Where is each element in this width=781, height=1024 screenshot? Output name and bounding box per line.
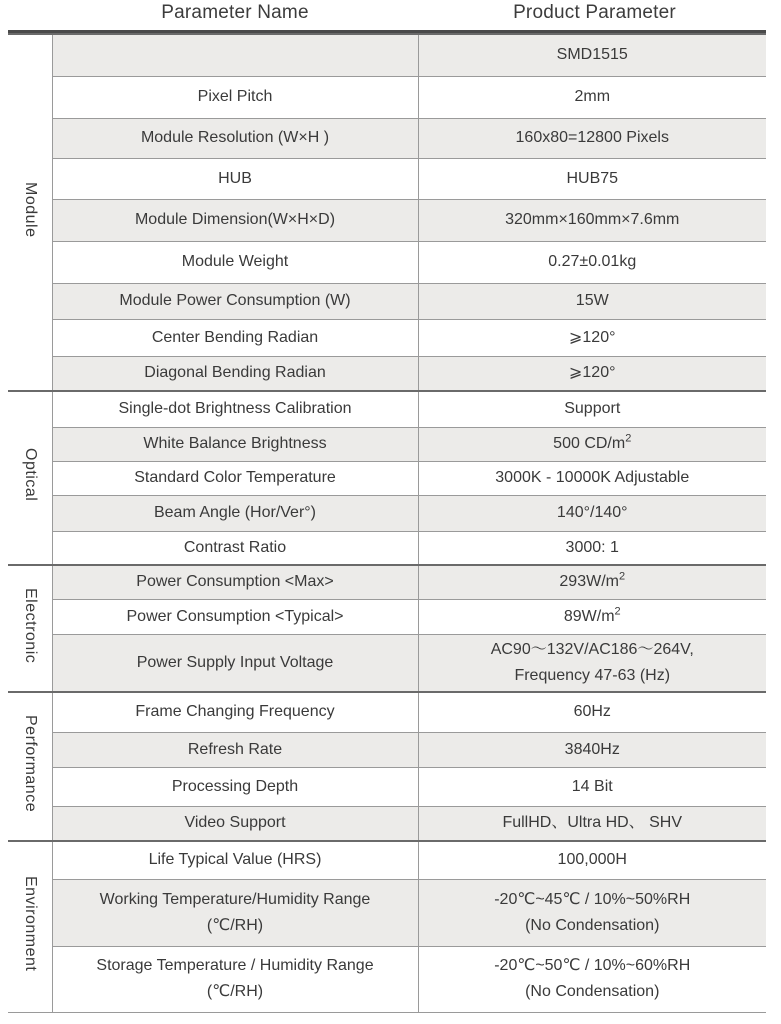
parameter-name-cell — [52, 391, 418, 427]
parameter-name: Standard Color Temperature — [134, 469, 336, 486]
parameter-value — [425, 607, 761, 627]
parameter-value — [425, 572, 761, 592]
parameter-value-cell — [418, 158, 766, 199]
parameter-name-cell — [52, 241, 418, 283]
parameter-value-text: Support — [564, 400, 621, 418]
parameter-name-cell — [52, 634, 418, 692]
parameter-value — [425, 890, 761, 910]
parameter-value-cell — [418, 283, 766, 319]
superscript: 2 — [614, 605, 621, 618]
parameter-value-text: 100,000H — [557, 851, 627, 869]
superscript: 2 — [618, 570, 626, 583]
parameter-value-text: 500 CD/m — [553, 435, 626, 452]
parameter-value-text: 3000K - 10000K Adjustable — [495, 469, 690, 486]
parameter-value-text: 140°/140° — [556, 504, 628, 521]
table-row — [8, 461, 766, 495]
parameter-name: Storage Temperature / Humidity Range — [96, 957, 374, 974]
parameter-value — [425, 813, 761, 833]
parameter-name: Beam Angle (Hor/Ver°) — [153, 504, 317, 521]
parameter-name: Frame Changing Frequency — [135, 703, 335, 721]
parameter-name: Module Resolution (W×H ) — [140, 129, 330, 146]
parameter-value-text: AC90～132V/AC186～264V, — [490, 640, 694, 658]
parameter-name-cell — [52, 199, 418, 241]
parameter-value-text: HUB75 — [566, 169, 619, 187]
parameter-value-cell — [418, 319, 766, 356]
parameter-value-text: SMD1515 — [556, 46, 628, 64]
parameter-value-cell — [418, 118, 766, 158]
parameter-value-text: 3840Hz — [564, 740, 620, 758]
parameter-value-text: 15W — [575, 292, 609, 309]
table-row — [8, 391, 766, 427]
parameter-value-cell — [418, 531, 766, 565]
parameter-name-cell — [52, 841, 418, 879]
group-label: Performance — [21, 714, 39, 813]
parameter-name-cell — [52, 158, 418, 199]
parameter-name: Center Bending Radian — [151, 328, 319, 346]
parameter-name: Module Dimension(W×H×D) — [134, 211, 336, 228]
parameter-name-cell — [52, 732, 418, 767]
table-row — [8, 565, 766, 599]
parameter-value-cell — [418, 946, 766, 1012]
table-row — [8, 879, 766, 946]
parameter-value-cell — [418, 879, 766, 946]
table-row — [8, 841, 766, 879]
parameter-name-cell — [52, 495, 418, 531]
parameter-value-cell — [418, 199, 766, 241]
table-row — [8, 356, 766, 391]
parameter-value — [425, 210, 761, 230]
parameter-value-text: ⩾120° — [569, 364, 616, 382]
column-headers — [0, 0, 781, 32]
parameter-value-cell — [418, 732, 766, 767]
parameter-value-cell — [418, 356, 766, 391]
parameter-name-cell — [52, 946, 418, 1012]
header-parameter-name: Parameter Name — [161, 2, 309, 23]
parameter-name-cell — [52, 879, 418, 946]
table-row — [8, 946, 766, 1012]
parameter-name-cell — [52, 599, 418, 634]
parameter-name: Life Typical Value (HRS) — [148, 851, 322, 869]
parameter-name: Refresh Rate — [187, 740, 283, 758]
parameter-name: Working Temperature/Humidity Range — [99, 890, 371, 908]
parameter-value — [425, 740, 761, 760]
table-row — [8, 732, 766, 767]
parameter-value — [425, 777, 761, 797]
parameter-name-cell — [52, 692, 418, 732]
parameter-value — [425, 702, 761, 722]
parameter-value-text: -20℃~50℃ / 10%~60%RH — [494, 957, 691, 974]
group-label-cell — [8, 565, 52, 692]
parameter-value-cell — [418, 767, 766, 806]
parameter-value-cell — [418, 692, 766, 732]
parameter-value — [425, 328, 761, 348]
parameter-name-cell — [52, 565, 418, 599]
parameter-value-text: 293W/m — [559, 573, 619, 591]
parameter-value — [425, 538, 761, 558]
parameter-name-cell — [52, 427, 418, 461]
parameter-value-text: FullHD、Ultra HD、 SHV — [502, 814, 683, 832]
superscript: 2 — [625, 432, 632, 445]
parameter-name-cell — [52, 283, 418, 319]
parameter-name-cell — [52, 356, 418, 391]
table-row — [8, 806, 766, 841]
header-product-parameter: Product Parameter — [513, 2, 676, 23]
parameter-value-text: 14 Bit — [571, 777, 613, 795]
table-row — [8, 599, 766, 634]
table-row — [8, 319, 766, 356]
table-row — [8, 767, 766, 806]
parameter-name-cell — [52, 319, 418, 356]
parameter-value — [425, 399, 761, 419]
parameter-name: Pixel Pitch — [197, 88, 273, 105]
group-label: Optical — [21, 448, 39, 502]
parameter-value-cell — [418, 565, 766, 599]
table-row — [8, 76, 766, 118]
parameter-value — [425, 640, 761, 660]
group-label-cell — [8, 841, 52, 1012]
parameter-name: Power Consumption <Max> — [136, 573, 334, 591]
parameter-value — [425, 87, 761, 107]
table-row — [8, 118, 766, 158]
parameter-value — [425, 503, 761, 523]
parameter-name: HUB — [218, 169, 252, 187]
parameter-name: Processing Depth — [171, 777, 299, 795]
parameter-name: White Balance Brightness — [143, 435, 327, 452]
parameter-value-text: 0.27±0.01kg — [548, 253, 637, 270]
parameter-value-secondary: Frequency 47-63 (Hz) — [514, 666, 671, 684]
group-label-cell — [8, 34, 52, 391]
parameter-value — [425, 45, 761, 65]
parameter-name: Module Weight — [181, 253, 289, 270]
table-row — [8, 427, 766, 461]
parameter-value-text: 60Hz — [573, 703, 611, 721]
parameter-value-text: 89W/m — [563, 607, 615, 625]
parameter-value-cell — [418, 634, 766, 692]
parameter-name: Video Support — [184, 814, 286, 832]
parameter-value-text: ⩾120° — [569, 328, 616, 346]
parameter-name-cell — [52, 34, 418, 76]
parameter-name-cell — [52, 461, 418, 495]
table-row — [8, 495, 766, 531]
parameter-name: Diagonal Bending Radian — [144, 364, 326, 382]
parameter-value-cell — [418, 841, 766, 879]
parameter-value-text: 3000: 1 — [565, 538, 619, 556]
parameter-value-cell — [418, 599, 766, 634]
parameter-name-cell — [52, 118, 418, 158]
parameter-name: Power Supply Input Voltage — [136, 653, 334, 671]
parameter-value — [425, 128, 761, 148]
table-row — [8, 634, 766, 692]
group-label-cell — [8, 391, 52, 565]
table-row — [8, 34, 766, 76]
group-label-cell — [8, 692, 52, 841]
parameter-name: Contrast Ratio — [183, 538, 287, 556]
parameter-value-text: 320mm×160mm×7.6mm — [505, 211, 680, 228]
parameter-name-cell — [52, 767, 418, 806]
parameter-value — [425, 363, 761, 383]
parameter-name-cell — [52, 531, 418, 565]
table-row — [8, 241, 766, 283]
parameter-value — [425, 252, 761, 272]
parameter-name: Single-dot Brightness Calibration — [118, 400, 352, 418]
parameter-name-cell — [52, 806, 418, 841]
parameter-name: Power Consumption <Typical> — [126, 607, 344, 625]
table-row — [8, 283, 766, 319]
parameter-value-text: 2mm — [574, 88, 611, 105]
parameter-value-cell — [418, 76, 766, 118]
parameter-table — [8, 33, 766, 1013]
parameter-name-unit: (℃/RH) — [206, 916, 264, 934]
parameter-value — [425, 468, 761, 488]
group-label: Module — [21, 181, 39, 238]
parameter-value-cell — [418, 34, 766, 76]
group-label: Environment — [21, 876, 39, 972]
parameter-value-cell — [418, 806, 766, 841]
parameter-value — [425, 956, 761, 976]
parameter-value-secondary: (No Condensation) — [525, 983, 660, 1000]
table-row — [8, 199, 766, 241]
parameter-value-text: -20℃~45℃ / 10%~50%RH — [494, 890, 691, 908]
parameter-value — [425, 291, 761, 311]
parameter-value-cell — [418, 241, 766, 283]
parameter-name-cell — [52, 76, 418, 118]
group-label: Electronic — [21, 587, 39, 664]
table-row — [8, 692, 766, 732]
parameter-value-cell — [418, 391, 766, 427]
parameter-name-unit: (℃/RH) — [206, 983, 264, 1000]
parameter-name: Module Power Consumption (W) — [119, 292, 351, 309]
table-row — [8, 158, 766, 199]
table-row — [8, 531, 766, 565]
parameter-value-cell — [418, 427, 766, 461]
parameter-value — [425, 850, 761, 870]
parameter-value-secondary: (No Condensation) — [525, 916, 660, 934]
parameter-value — [425, 434, 761, 454]
parameter-value-cell — [418, 461, 766, 495]
parameter-value — [425, 169, 761, 189]
parameter-value-text: 160x80=12800 Pixels — [515, 129, 669, 146]
parameter-value-cell — [418, 495, 766, 531]
